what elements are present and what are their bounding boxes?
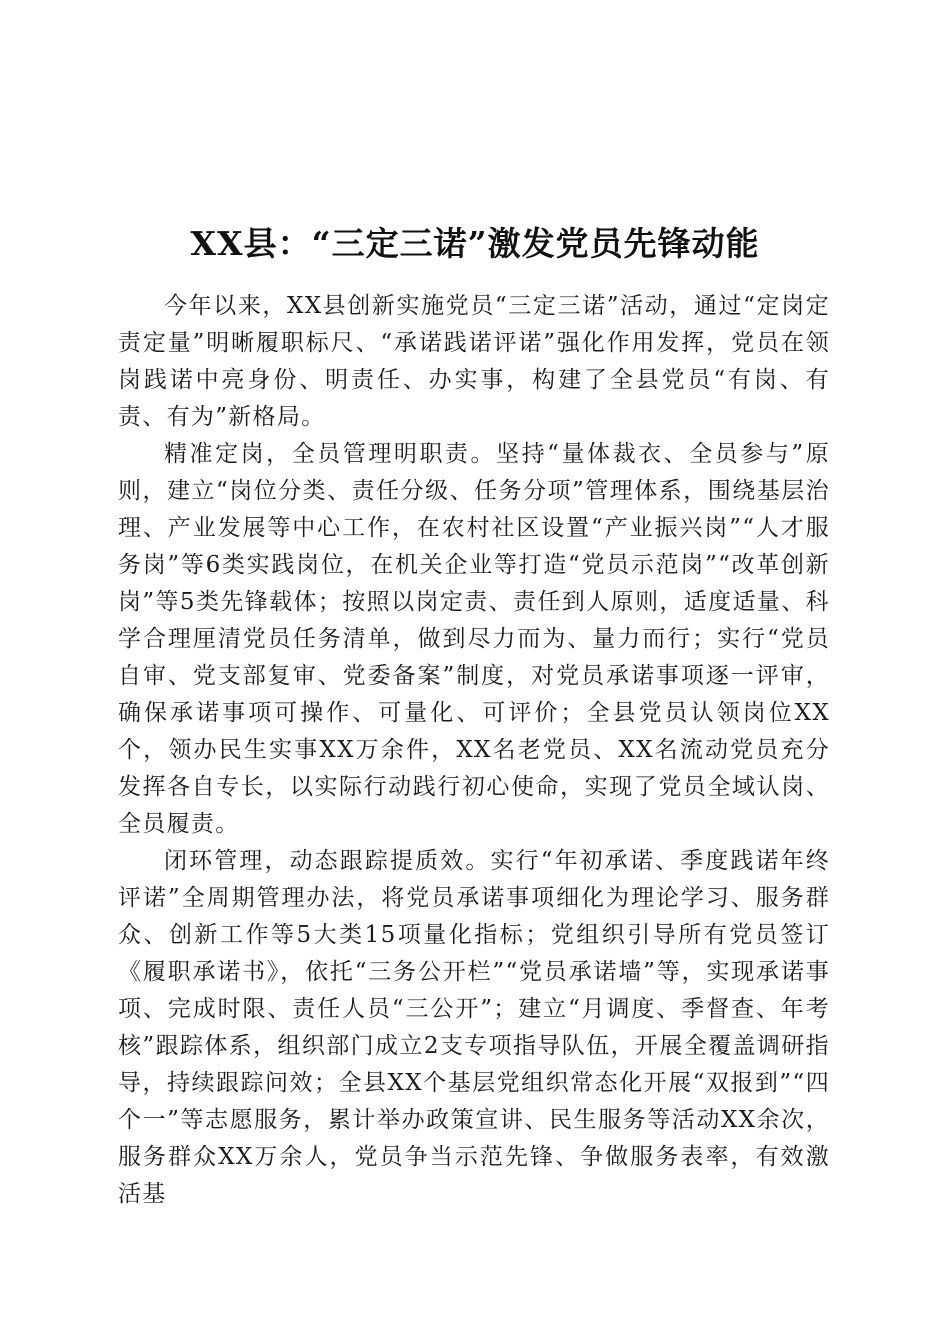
paragraph-precise-posts: 精准定岗，全员管理明职责。坚持“量体裁衣、全员参与”原则，建立“岗位分类、责任分级、任务分项”管理体系，围绕基层治理、产业发展等中心工作，在农村社区设置“产业振兴岗”“人才服务岗”等6类实践岗位，在机关企业等打造“党员示范岗”“改革创新岗”等5类先锋载体；按照以岗定责、责任到人原则，适度适量、科学合理厘清党员任务清单，做到尽力而为、量力而行；实行“党员自审、党支部复审、党委备案”制度，对党员承诺事项逐一评审，确保承诺事项可操作、可量化、可评价；全县党员认领岗位XX个，领办民生实事XX万余件，XX名老党员、XX名流动党员充分发挥各自专长，以实际行动践行初心使命，实现了党员全域认岗、全员履责。: [118, 441, 830, 837]
paragraph-intro: 今年以来，XX县创新实施党员“三定三诺”活动，通过“定岗定责定量”明晰履职标尺、“承诺践诺评诺”强化作用发挥，党员在领岗践诺中亮身份、明责任、办实事，构建了全县党员“有岗、有责、有为”新格局。: [118, 293, 830, 430]
document-body: [118, 288, 830, 1213]
paragraph-closed-loop-management: 闭环管理，动态跟踪提质效。实行“年初承诺、季度践诺年终评诺”全周期管理办法，将党员承诺事项细化为理论学习、服务群众、创新工作等5大类15项量化指标；党组织引导所有党员签订《履职承诺书》，依托“三务公开栏”“党员承诺墙”等，实现承诺事项、完成时限、责任人员“三公开”；建立“月调度、季督查、年考核”跟踪体系，组织部门成立2支专项指导队伍，开展全覆盖调研指导，持续跟踪问效；全县XX个基层党组织常态化开展“双报到”“四个一”等志愿服务，累计举办政策宣讲、民生服务等活动XX余次，服务群众XX万余人，党员争当示范先锋、争做服务表率，有效激活基: [118, 848, 830, 1207]
document-title: XX县：“三定三诺”激发党员先锋动能: [190, 224, 760, 264]
